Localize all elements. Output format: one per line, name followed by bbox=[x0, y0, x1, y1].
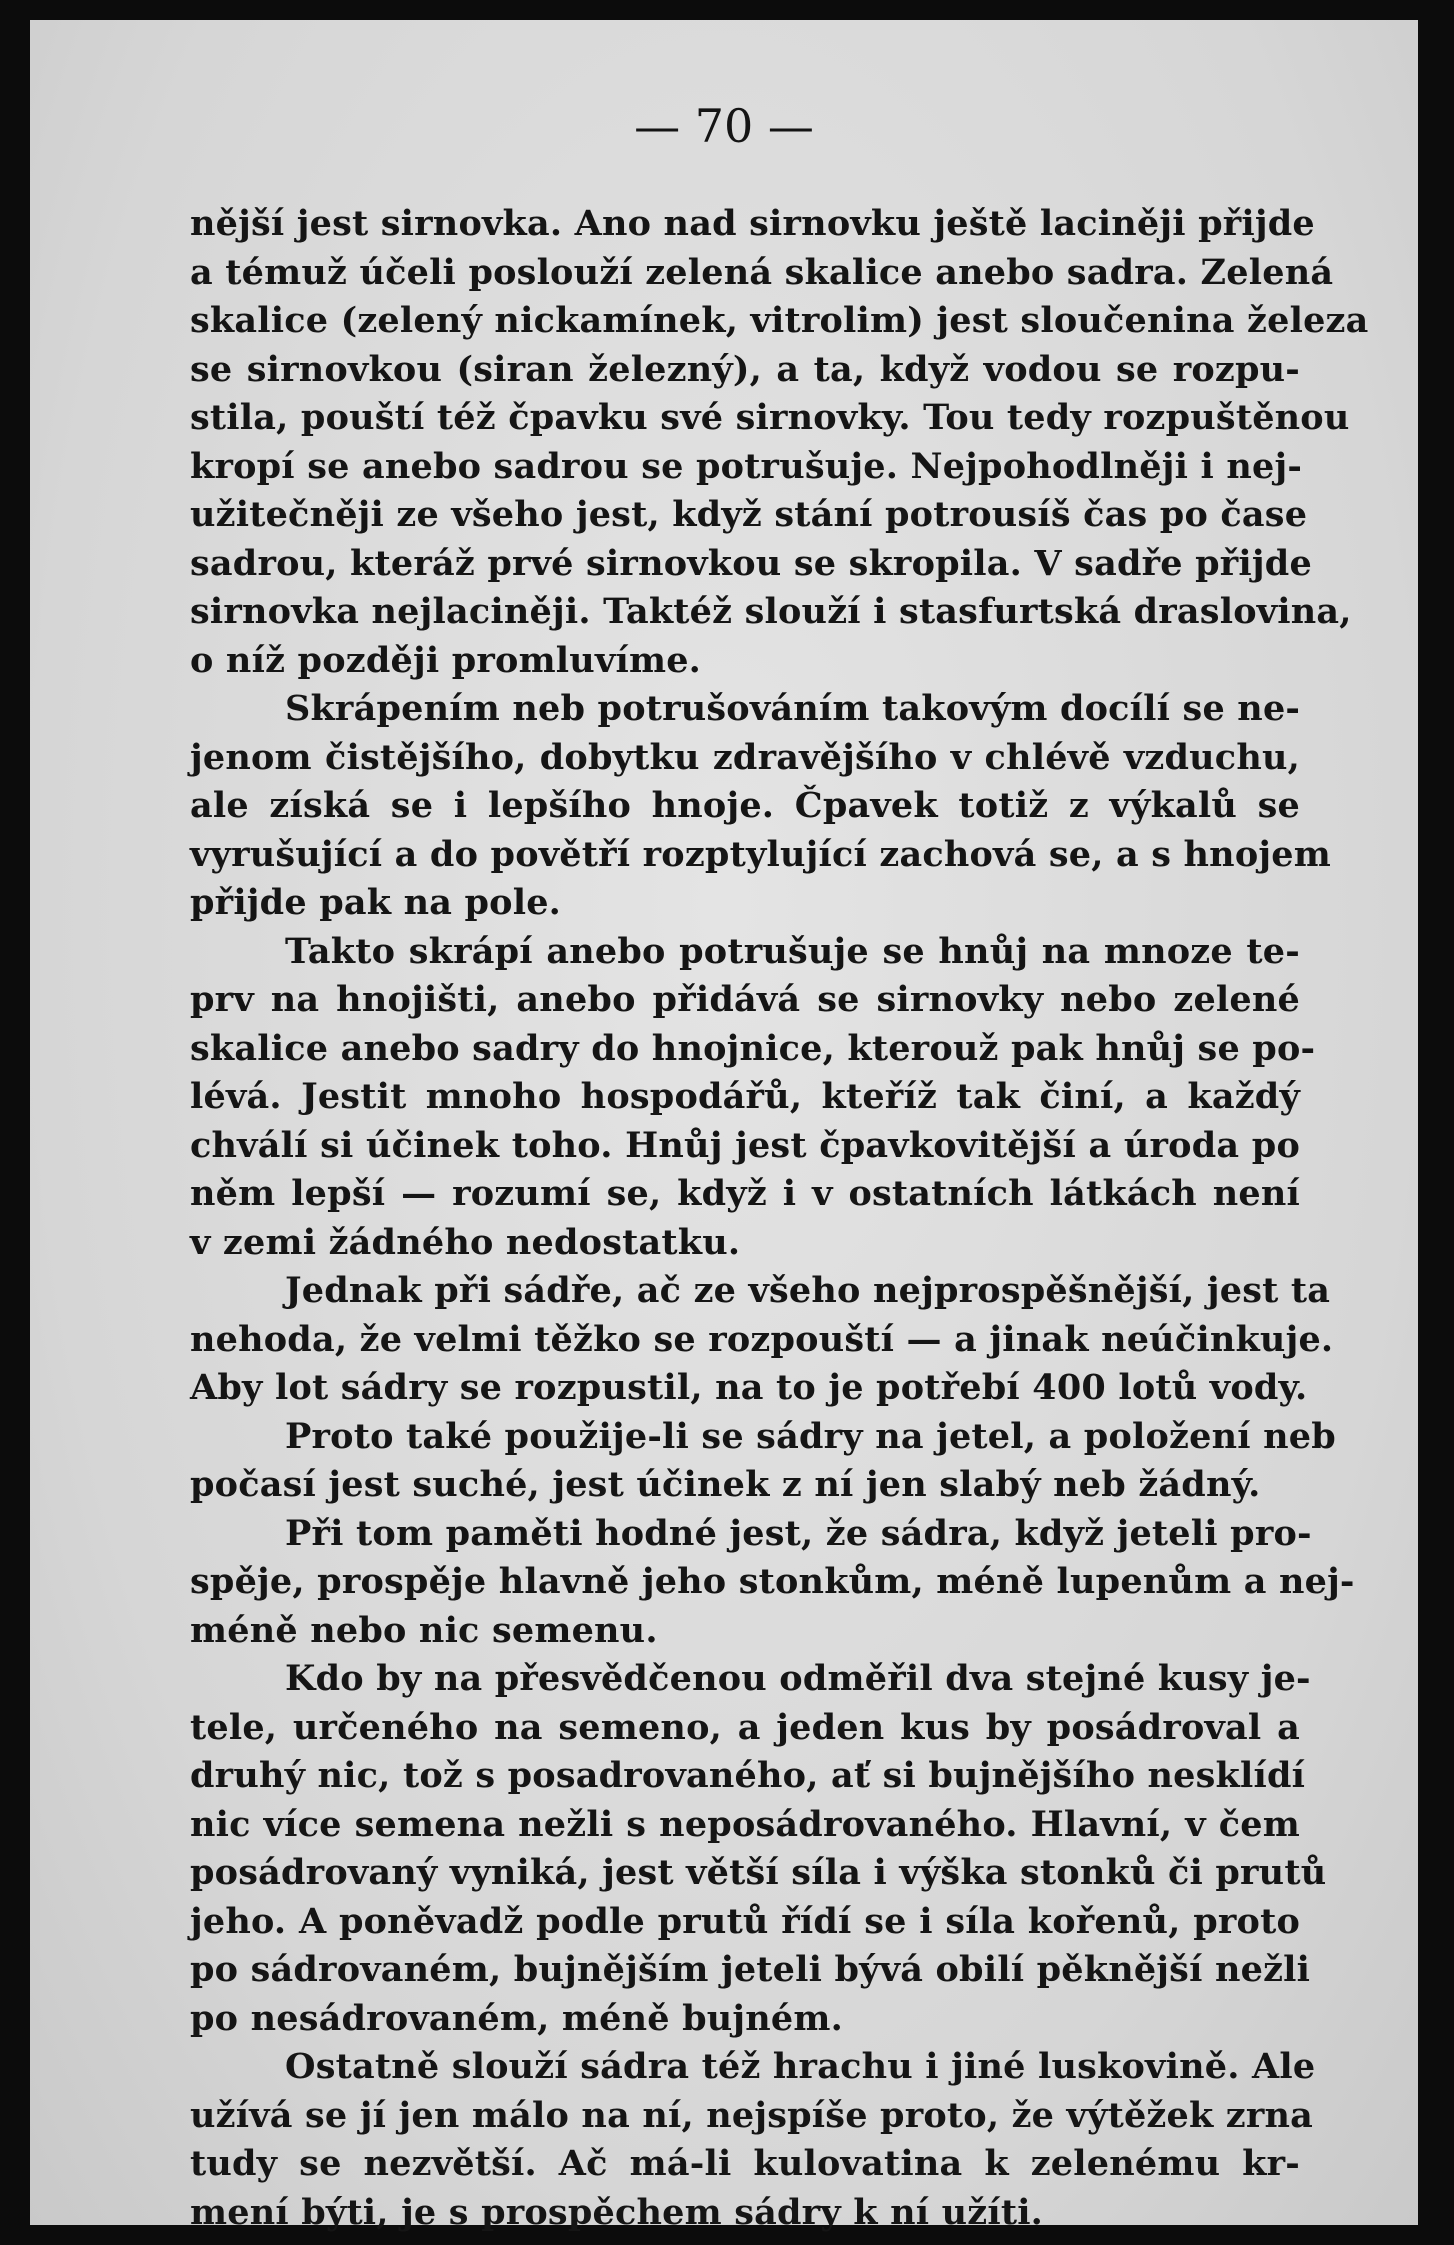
paragraph bbox=[190, 1655, 1327, 2043]
text-line: v zemi žádného nedostatku. bbox=[190, 1221, 741, 1263]
text-line: jeho. A poněvadž podle prutů řídí se i síla kořenů, proto bbox=[190, 1900, 1300, 1942]
text-line: nější jest sirnovka. Ano nad sirnovku ještě laciněji přijde bbox=[190, 203, 1315, 244]
text-line: vyrušující a do povětří rozptylující zachová se, a s hnojem bbox=[190, 833, 1331, 875]
text-line: počasí jest suché, jest účinek z ní jen slabý neb žádný. bbox=[190, 1464, 1261, 1505]
page-number: — 70 — bbox=[634, 99, 814, 153]
text-line: přijde pak na pole. bbox=[190, 882, 562, 923]
text-line: mení býti, je s prospěchem sádry k ní užíti. bbox=[190, 2191, 1044, 2233]
paragraph bbox=[190, 1510, 1355, 1656]
text-line: po nesádrovaném, méně bujném. bbox=[190, 1997, 844, 2039]
text-line: Kdo by na přesvědčenou odměřil dva stejné kusy je- bbox=[285, 1658, 1311, 1699]
paragraph bbox=[190, 1413, 1336, 1510]
text-line: Takto skrápí anebo potrušuje se hnůj na mnoze te- bbox=[285, 930, 1300, 972]
text-line: méně nebo nic semenu. bbox=[190, 1609, 658, 1651]
text-line: se sirnovkou (siran železný), a ta, když vodou se rozpu- bbox=[190, 348, 1300, 390]
text-line: skalice (zelený nickamínek, vitrolim) jest sloučenina železa bbox=[190, 300, 1369, 341]
text-line: a témuž účeli poslouží zelená skalice anebo sadra. Zelená bbox=[190, 251, 1334, 293]
text-line: druhý nic, tož s posadrovaného, ať si bujnějšího nesklídí bbox=[190, 1755, 1306, 1796]
text-line: tudy se nezvětší. Ač má-li kulovatina k zelenému kr- bbox=[190, 2143, 1300, 2184]
text-line: spěje, prospěje hlavně jeho stonkům, méně lupenům a nej- bbox=[190, 1561, 1355, 1602]
text-line: Skrápením neb potrušováním takovým docílí se ne- bbox=[285, 688, 1301, 729]
text-line: užívá se jí jen málo na ní, nejspíše proto, že výtěžek zrna bbox=[190, 2094, 1314, 2136]
text-line: užitečněji ze všeho jest, když stání potrousíš čas po čase bbox=[190, 494, 1308, 535]
text-line: chválí si účinek toho. Hnůj jest čpavkovitější a úroda po bbox=[190, 1124, 1300, 1166]
paragraph bbox=[190, 1267, 1334, 1413]
text-line: sirnovka nejlaciněji. Taktéž slouží i stasfurtská draslovina, bbox=[190, 591, 1352, 632]
text-line: Ostatně slouží sádra též hrachu i jiné luskovině. Ale bbox=[285, 2046, 1316, 2087]
text-line: posádrovaný vyniká, jest větší síla i výška stonků či prutů bbox=[190, 1852, 1327, 1893]
text-line: Jednak při sádře, ač ze všeho nejprospěšnější, jest ta bbox=[285, 1270, 1331, 1311]
paragraph bbox=[190, 685, 1331, 928]
paragraph bbox=[190, 200, 1369, 685]
text-line: tele, určeného na semeno, a jeden kus by posádroval a bbox=[190, 1706, 1300, 1748]
text-line: ale získá se i lepšího hnoje. Čpavek totiž z výkalů se bbox=[190, 785, 1300, 826]
text-line: po sádrovaném, bujnějším jeteli bývá obilí pěknější nežli bbox=[190, 1949, 1311, 1990]
text-line: lévá. Jestit mnoho hospodářů, kteříž tak činí, a každý bbox=[190, 1076, 1300, 1117]
text-line: nic více semena nežli s neposádrovaného. Hlavní, v čem bbox=[190, 1803, 1300, 1845]
text-line: kropí se anebo sadrou se potrušuje. Nejpohodlněji i nej- bbox=[190, 445, 1303, 487]
text-line: sadrou, kteráž prvé sirnovkou se skropila. V sadře přijde bbox=[190, 542, 1312, 584]
text-line: o níž později promluvíme. bbox=[190, 639, 702, 681]
text-line: stila, pouští též čpavku své sirnovky. Tou tedy rozpuštěnou bbox=[190, 397, 1350, 438]
text-line: jenom čistějšího, dobytku zdravějšího v chlévě vzduchu, bbox=[190, 736, 1300, 778]
text-line: skalice anebo sadry do hnojnice, kterouž pak hnůj se po- bbox=[190, 1027, 1316, 1069]
text-line: prv na hnojišti, anebo přidává se sirnovky nebo zelené bbox=[190, 979, 1300, 1020]
book-page bbox=[30, 20, 1418, 2233]
paragraph bbox=[190, 928, 1316, 1268]
text-line: Proto také použije-li se sádry na jetel, a položení neb bbox=[285, 1415, 1336, 1457]
text-line: něm lepší — rozumí se, když i v ostatních látkách není bbox=[190, 1173, 1300, 1214]
paragraph bbox=[190, 2043, 1316, 2237]
page-text bbox=[190, 200, 1369, 2237]
text-line: nehoda, že velmi těžko se rozpouští — a jinak neúčinkuje. bbox=[190, 1318, 1334, 1360]
text-line: Při tom paměti hodné jest, že sádra, když jeteli pro- bbox=[285, 1512, 1312, 1554]
text-line: Aby lot sádry se rozpustil, na to je potřebí 400 lotů vody. bbox=[190, 1367, 1308, 1408]
